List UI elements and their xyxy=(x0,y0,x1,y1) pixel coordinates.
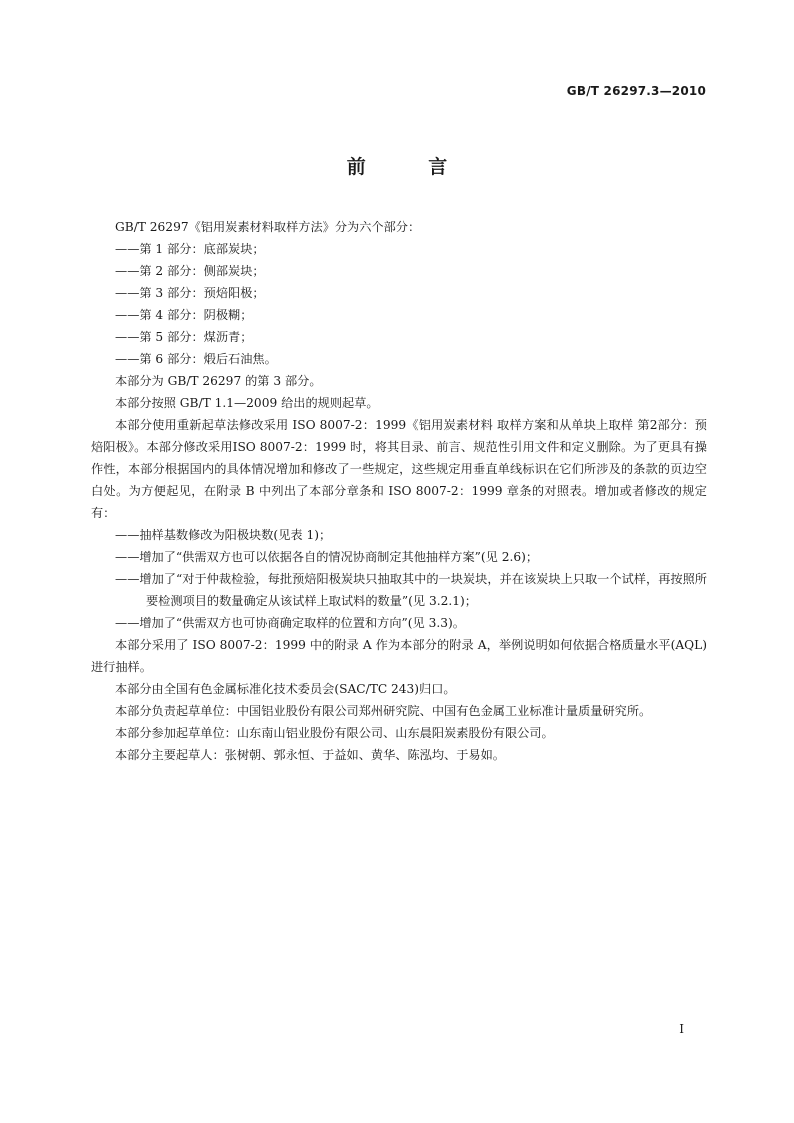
modification-paragraph: 本部分使用重新起草法修改采用 ISO 8007-2：1999《铝用炭素材料 取样方案和从单块上取样 第2部分：预焙阳极》。本部分修改采用ISO 8007-2：1999 时，将其目录、前言、规范性引用文件和定义删除。为了更具有操作性，本部分根据国内的具体情况增加和修改了一些规定，这些规定用垂直单线标识在它们所涉及的条款的页边空白处。为方便起见，在附录 B 中列出了本部分章条和 ISO 8007-2：1999 章条的对照表。增加或者修改的规定有： xyxy=(91,418,707,520)
page-number: I xyxy=(679,1022,684,1036)
responsible-drafter-paragraph: 本部分负责起草单位：中国铝业股份有限公司郑州研究院、中国有色金属工业标准计量质量研究所。 xyxy=(115,704,652,718)
main-drafters-paragraph: 本部分主要起草人：张树朝、郭永恒、于益如、黄华、陈泓均、于易如。 xyxy=(115,748,505,762)
change-list-item: ——增加了“供需双方也可协商确定取样的位置和方向”(见 3.3)。 xyxy=(115,616,465,630)
part-list-item: ——第 5 部分：煤沥青； xyxy=(115,330,253,344)
part-list-item: ——第 3 部分：预焙阳极； xyxy=(115,286,265,300)
change-list-item: ——抽样基数修改为阳极块数(见表 1)； xyxy=(115,528,332,542)
change-list-item: ——增加了“供需双方也可以依据各自的情况协商制定其他抽样方案”(见 2.6)； xyxy=(115,550,539,564)
page-title: 前 言 xyxy=(346,156,476,178)
drafting-rule-paragraph: 本部分按照 GB/T 1.1—2009 给出的规则起草。 xyxy=(115,396,379,410)
participating-drafter-paragraph: 本部分参加起草单位：山东南山铝业股份有限公司、山东晨阳炭素股份有限公司。 xyxy=(115,726,554,740)
this-part-paragraph: 本部分为 GB/T 26297 的第 3 部分。 xyxy=(115,374,322,388)
intro-paragraph: GB/T 26297《铝用炭素材料取样方法》分为六个部分： xyxy=(115,220,421,234)
part-list-item: ——第 4 部分：阴极糊； xyxy=(115,308,253,322)
part-list-item: ——第 6 部分：煅后石油焦。 xyxy=(115,352,277,366)
part-list-item: ——第 2 部分：侧部炭块； xyxy=(115,264,265,278)
annex-paragraph: 本部分采用了 ISO 8007-2：1999 中的附录 A 作为本部分的附录 A，举例说明如何依据合格质量水平(AQL)进行抽样。 xyxy=(91,638,707,674)
foreword-body xyxy=(91,216,707,766)
part-list-item: ——第 1 部分：底部炭块； xyxy=(115,242,265,256)
standard-code: GB/T 26297.3—2010 xyxy=(566,84,706,98)
centralized-paragraph: 本部分由全国有色金属标准化技术委员会(SAC/TC 243)归口。 xyxy=(115,682,456,696)
change-list-item: ——增加了“对于仲裁检验，每批预焙阳极炭块只抽取其中的一块炭块，并在该炭块上只取一个试样，再按照所要检测项目的数量确定从该试样上取试料的数量”(见 3.2.1)； xyxy=(115,572,707,608)
